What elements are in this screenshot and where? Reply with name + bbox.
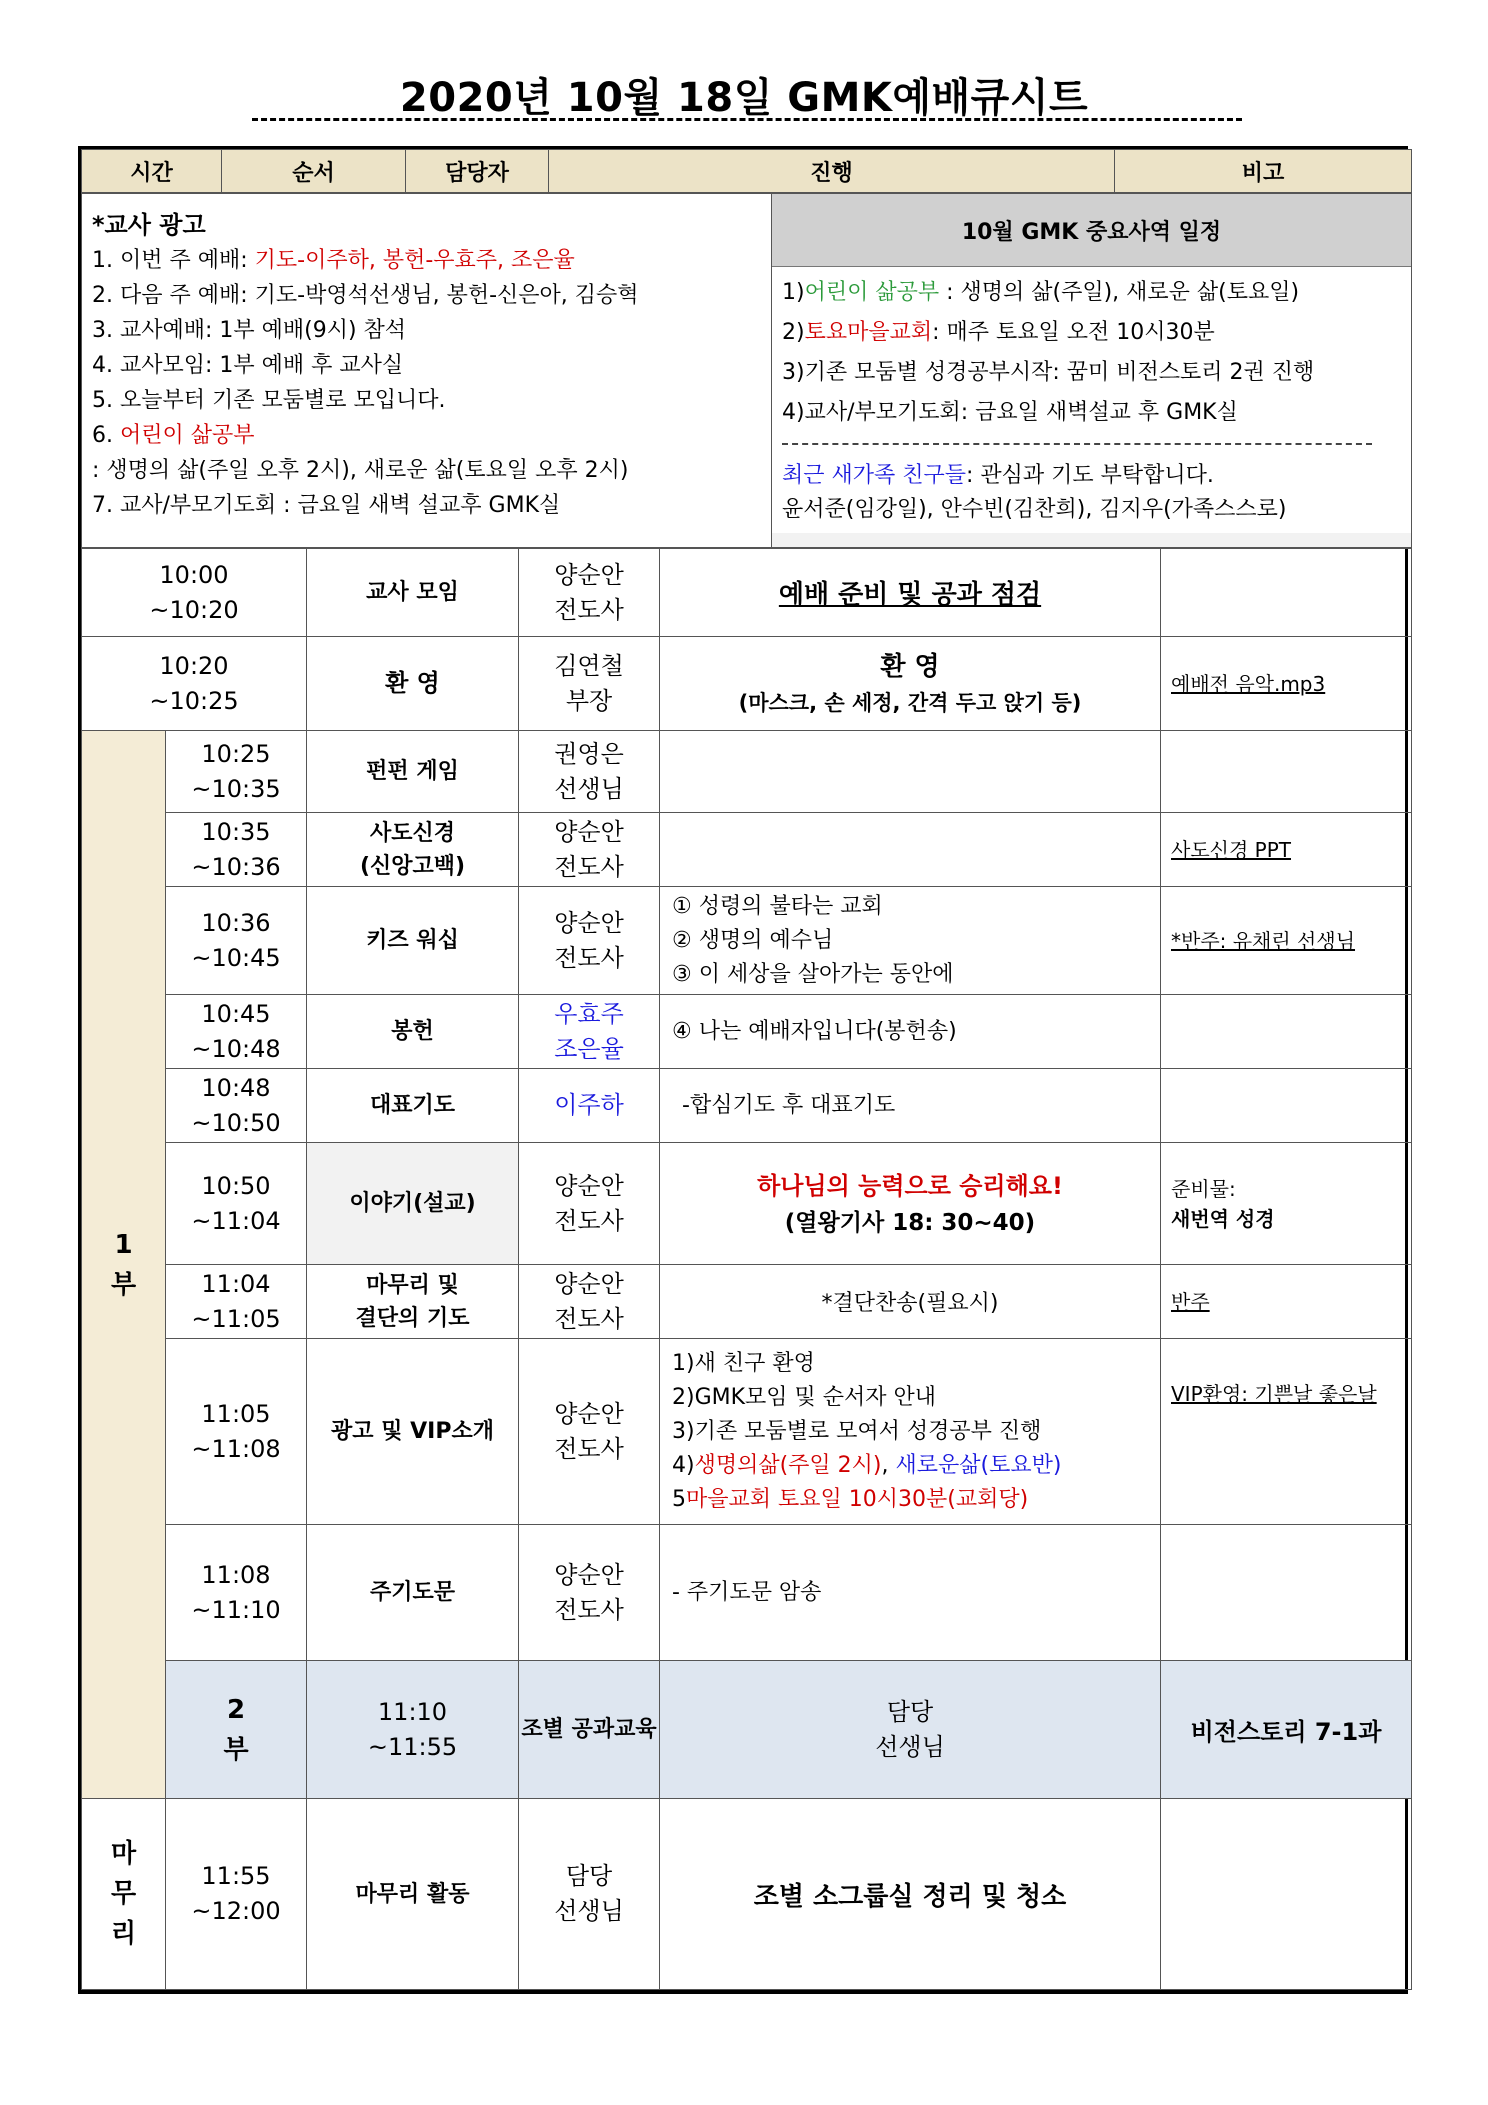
time-cell: 10:48 ~10:50 (166, 1069, 307, 1143)
table-row (82, 1661, 1412, 1799)
part-1-label: 1 부 (82, 731, 166, 1799)
time-cell: 10:50 ~11:04 (166, 1143, 307, 1265)
table-row (82, 1069, 1412, 1143)
order-cell: 마무리 및 결단의 기도 (307, 1265, 519, 1339)
progress-cell: - 주기도문 암송 (660, 1525, 1161, 1661)
note-cell: 사도신경 PPT (1161, 813, 1412, 887)
progress-cell (660, 731, 1161, 813)
person-cell: 양순안 전도사 (519, 1265, 660, 1339)
note-cell (1161, 1525, 1412, 1661)
order-cell: 사도신경 (신앙고백) (307, 813, 519, 887)
table-row (82, 887, 1412, 995)
schedule-item: 1)어린이 삶공부 : 생명의 삶(주일), 새로운 삶(토요일) (782, 280, 1300, 305)
time-cell: 10:00 ~10:20 (82, 549, 307, 637)
notice-item: 3. 교사예배: 1부 예배(9시) 참석 (92, 318, 407, 343)
note-cell (1161, 1799, 1412, 1990)
new-family-note: 최근 새가족 친구들: 관심과 기도 부탁합니다. (782, 463, 1214, 488)
person-cell: 양순안 전도사 (519, 887, 660, 995)
order-cell: 키즈 워십 (307, 887, 519, 995)
progress-cell: *결단찬송(필요시) (660, 1265, 1161, 1339)
order-cell: 펀펀 게임 (307, 731, 519, 813)
progress-cell: ④ 나는 예배자입니다(봉헌송) (660, 995, 1161, 1069)
notice-item: : 생명의 삶(주일 오후 2시), 새로운 삶(토요일 오후 2시) (92, 458, 629, 483)
person-cell: 양순안 전도사 (519, 813, 660, 887)
order-cell: 환 영 (307, 637, 519, 731)
header-note: 비고 (1115, 150, 1412, 193)
time-cell: 10:35 ~10:36 (166, 813, 307, 887)
progress-cell: 비전스토리 7-1과 (1161, 1661, 1412, 1799)
header-progress: 진행 (549, 150, 1115, 193)
table-row (82, 1339, 1412, 1525)
time-cell: 11:05 ~11:08 (166, 1339, 307, 1525)
order-cell: 마무리 활동 (307, 1799, 519, 1990)
schedule-item: 3)기존 모둠별 성경공부시작: 꿈미 비전스토리 2권 진행 (782, 360, 1315, 385)
note-cell (1161, 549, 1412, 637)
cue-sheet (78, 146, 1408, 1994)
note-cell: *반주: 유채린 선생님 (1161, 887, 1412, 995)
progress-cell: -합심기도 후 대표기도 (660, 1069, 1161, 1143)
note-cell: 준비물: 새번역 성경 (1161, 1143, 1412, 1265)
order-cell: 대표기도 (307, 1069, 519, 1143)
notice-item: 6. 어린이 삶공부 (92, 423, 255, 448)
person-cell: 우효주 조은율 (519, 995, 660, 1069)
time-cell: 10:25 ~10:35 (166, 731, 307, 813)
table-row (82, 1525, 1412, 1661)
person-cell: 양순안 전도사 (519, 549, 660, 637)
header-order: 순서 (222, 150, 406, 193)
table-row (82, 549, 1412, 637)
header-person: 담당자 (406, 150, 549, 193)
progress-cell: ① 성령의 불타는 교회 ② 생명의 예수님 ③ 이 세상을 살아가는 동안에 (660, 887, 1161, 995)
header-time: 시간 (82, 150, 222, 193)
progress-cell: 하나님의 능력으로 승리해요! (열왕기사 18: 30~40) (660, 1143, 1161, 1265)
notice-item: 5. 오늘부터 기존 모둠별로 모입니다. (92, 388, 446, 413)
title-underline (252, 118, 1242, 121)
progress-cell: 조별 소그룹실 정리 및 청소 (660, 1799, 1161, 1990)
table-row (82, 637, 1412, 731)
progress-cell: 예배 준비 및 공과 점검 (660, 549, 1161, 637)
note-cell: 예배전 음악.mp3 (1161, 637, 1412, 731)
progress-cell (660, 813, 1161, 887)
person-cell: 이주하 (519, 1069, 660, 1143)
note-cell (1161, 1069, 1412, 1143)
schedule-box (772, 194, 1412, 548)
time-cell: 11:08 ~11:10 (166, 1525, 307, 1661)
table-row (82, 995, 1412, 1069)
notice-table (81, 193, 1412, 548)
table-row (82, 1265, 1412, 1339)
schedule-item: 2)토요마을교회: 매주 토요일 오전 10시30분 (782, 320, 1215, 345)
schedule-table (81, 548, 1412, 1990)
person-cell: 양순안 전도사 (519, 1143, 660, 1265)
notice-item: 7. 교사/부모기도회 : 금요일 새벽 설교후 GMK실 (92, 493, 561, 518)
order-cell: 교사 모임 (307, 549, 519, 637)
header-table (81, 149, 1412, 193)
order-cell: 주기도문 (307, 1525, 519, 1661)
table-row (82, 1799, 1412, 1990)
schedule-heading: 10월 GMK 중요사역 일정 (772, 194, 1411, 267)
person-cell: 담당 선생님 (660, 1661, 1161, 1799)
note-cell: 반주 (1161, 1265, 1412, 1339)
time-cell: 10:36 ~10:45 (166, 887, 307, 995)
part-3-label: 마 무 리 (82, 1799, 166, 1990)
person-cell: 양순안 전도사 (519, 1525, 660, 1661)
notice-heading: *교사 광고 (92, 211, 206, 239)
order-cell: 광고 및 VIP소개 (307, 1339, 519, 1525)
table-row (82, 813, 1412, 887)
notice-item: 1. 이번 주 예배: 기도-이주하, 봉헌-우효주, 조은율 (92, 248, 575, 273)
order-cell: 조별 공과교육 (519, 1661, 660, 1799)
table-row (82, 1143, 1412, 1265)
person-cell: 양순안 전도사 (519, 1339, 660, 1525)
note-cell (1161, 995, 1412, 1069)
time-cell: 11:10 ~11:55 (307, 1661, 519, 1799)
table-row (82, 731, 1412, 813)
page-title: 2020년 10월 18일 GMK예배큐시트 (399, 75, 1089, 121)
order-cell: 봉헌 (307, 995, 519, 1069)
notice-item: 4. 교사모임: 1부 예배 후 교사실 (92, 353, 404, 378)
time-cell: 11:55 ~12:00 (166, 1799, 307, 1990)
schedule-body (772, 267, 1411, 533)
progress-cell: 환 영 (마스크, 손 세정, 간격 두고 앉기 등) (660, 637, 1161, 731)
person-cell: 권영은 선생님 (519, 731, 660, 813)
schedule-item: 4)교사/부모기도회: 금요일 새벽설교 후 GMK실 (782, 400, 1238, 425)
part-2-label: 2 부 (166, 1661, 307, 1799)
note-cell (1161, 731, 1412, 813)
person-cell: 김연철 부장 (519, 637, 660, 731)
time-cell: 10:20 ~10:25 (82, 637, 307, 731)
teacher-notices (82, 194, 772, 548)
person-cell: 담당 선생님 (519, 1799, 660, 1990)
dashed-divider (782, 443, 1372, 445)
new-family-names: 윤서준(임강일), 안수빈(김찬희), 김지우(가족스스로) (782, 497, 1287, 522)
progress-cell: 1)새 친구 환영 2)GMK모임 및 순서자 안내 3)기존 모둠별로 모여서 성경공부 진행 4)생명의삶(주일 2시), 새로운삶(토요반) 5마을교회 토요일 10시30분(교회당) (660, 1339, 1161, 1525)
note-cell: VIP환영: 기쁜날 좋은날 (1161, 1339, 1412, 1525)
time-cell: 11:04 ~11:05 (166, 1265, 307, 1339)
notice-item: 2. 다음 주 예배: 기도-박영석선생님, 봉헌-신은아, 김승혁 (92, 283, 639, 308)
order-cell: 이야기(설교) (307, 1143, 519, 1265)
time-cell: 10:45 ~10:48 (166, 995, 307, 1069)
